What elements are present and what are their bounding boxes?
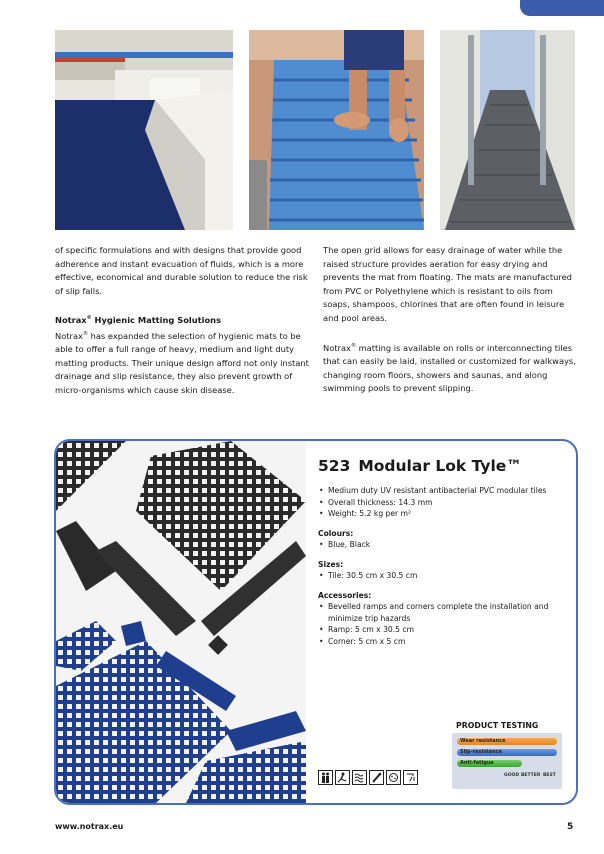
scale-better: BETTER bbox=[521, 773, 541, 778]
corridor-mat-photo bbox=[440, 30, 575, 230]
size-item: • Tile: 30.5 cm x 30.5 cm bbox=[318, 570, 568, 582]
intro-paragraph: Notrax® matting is available on rolls or interconnecting tiles that can easily be laid, installed or customized for walkways, changing room floors, showers and saunas, and along swimming pools to prevent slipping. bbox=[323, 342, 576, 394]
section-heading: Notrax® Hygienic Matting Solutions bbox=[55, 315, 222, 326]
intro-paragraph: Notrax® has expanded the selection of hygienic mats to be able to offer a full range of heavy, medium and light duty matting products. Their unique design afford not only instant drainage and slip resistance, they also prevent growth of micro-organisms which cause skin disease. bbox=[55, 330, 309, 395]
anti-fatigue-bar: Anti-fatigue bbox=[457, 760, 522, 767]
product-testing-panel bbox=[452, 733, 562, 789]
product-number: 523 bbox=[318, 457, 351, 475]
wear-resistance-bar: Wear resistance bbox=[457, 738, 557, 745]
intro-paragraph: The open grid allows for easy drainage of water while the raised structure provides aeration for easy drying and prevents the mat from floating. The mats are manufactured from PVC or Polyethylene which is resistant to oils from soaps, shampoos, chlorines that are often found in leisure and pool areas. bbox=[323, 245, 572, 323]
colour-item: • Blue, Black bbox=[318, 539, 568, 551]
scale-best: BEST bbox=[543, 773, 556, 778]
sizes-heading: Sizes: bbox=[318, 559, 344, 569]
product-testing-title: PRODUCT TESTING bbox=[456, 721, 539, 730]
slip-icon bbox=[335, 770, 350, 785]
drainage-icon bbox=[352, 770, 367, 785]
spec-item: • Overall thickness: 14.3 mm bbox=[318, 497, 568, 509]
antimicrobial-icon bbox=[386, 770, 401, 785]
accessories-heading: Accessories: bbox=[318, 590, 372, 600]
colours-heading: Colours: bbox=[318, 528, 354, 538]
shower-icon bbox=[403, 770, 418, 785]
intro-right-column bbox=[323, 244, 578, 396]
product-card bbox=[54, 439, 578, 805]
spec-item: • Weight: 5.2 kg per m² bbox=[318, 508, 568, 520]
usage-icons bbox=[318, 770, 418, 785]
page-number: 5 bbox=[567, 822, 574, 832]
modular-tiles-photo bbox=[56, 441, 306, 803]
spec-item: • Medium duty UV resistant antibacterial PVC modular tiles bbox=[318, 485, 568, 497]
intro-left-column bbox=[55, 244, 310, 397]
chemical-icon bbox=[369, 770, 384, 785]
product-specs bbox=[318, 485, 568, 647]
pool-mat-photo bbox=[55, 30, 233, 230]
product-title bbox=[318, 457, 522, 475]
accessory-item: • Corner: 5 cm x 5 cm bbox=[318, 636, 568, 648]
feet-on-mat-photo bbox=[249, 30, 424, 230]
accessory-item: • Bevelled ramps and corners complete the installation and minimize trip hazards bbox=[318, 601, 568, 624]
accessory-item: • Ramp: 5 cm x 30.5 cm bbox=[318, 624, 568, 636]
footer-url[interactable]: www.notrax.eu bbox=[55, 822, 124, 831]
people-icon bbox=[318, 770, 333, 785]
scale-good: GOOD bbox=[504, 773, 520, 778]
product-name: Modular Lok Tyle™ bbox=[358, 457, 522, 475]
page-tab-marker bbox=[520, 0, 604, 16]
slip-resistance-bar: Slip-resistance bbox=[457, 749, 557, 756]
intro-paragraph: of specific formulations and with designs that provide good adherence and instant evacuation of fluids, which is a more effective, economical and durable solution to reduce the risk of slip falls. bbox=[55, 245, 308, 296]
